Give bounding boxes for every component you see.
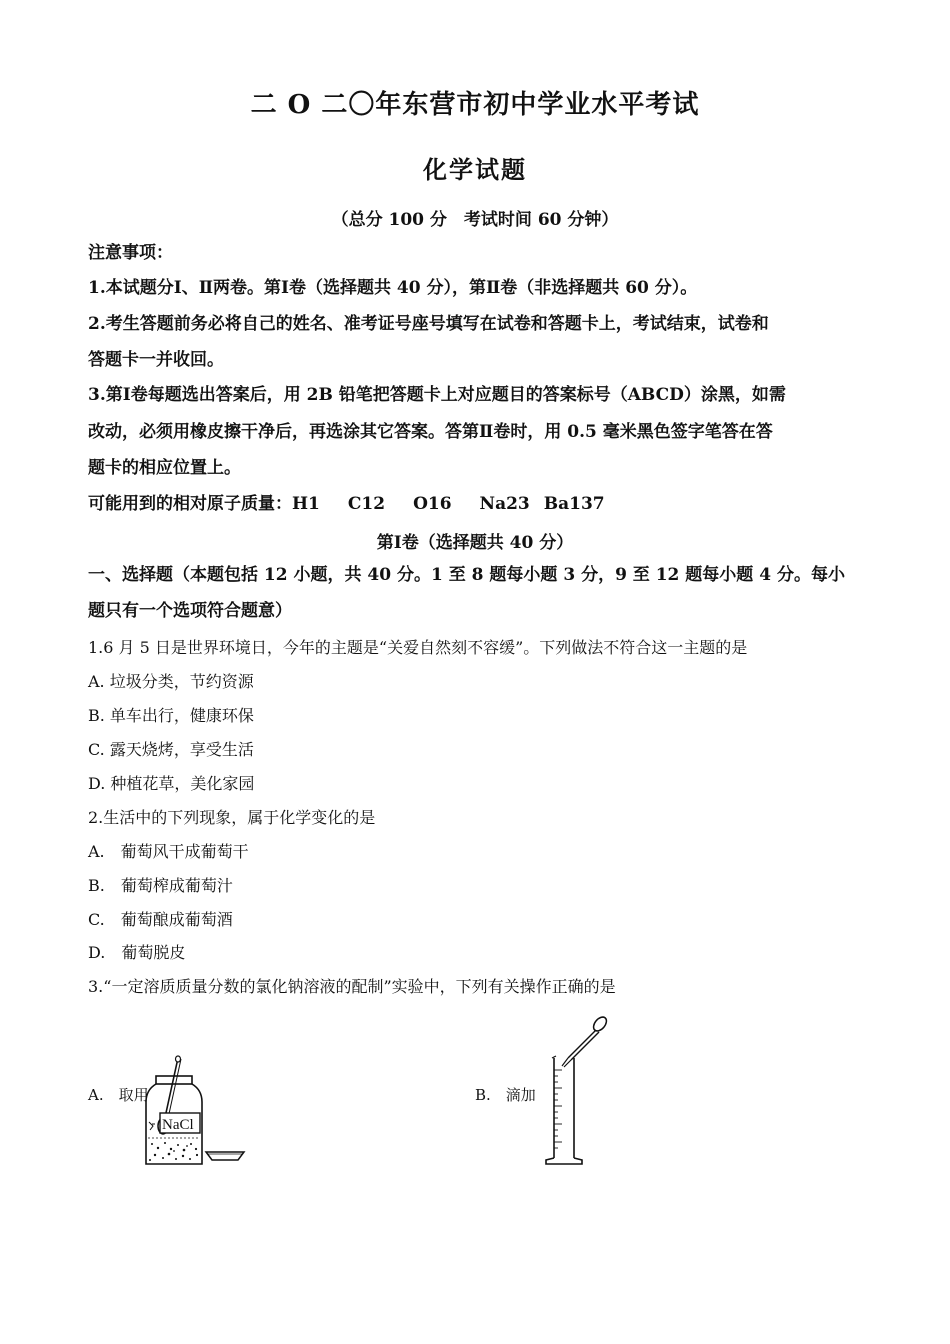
question-1-stem: 1.6 月 5 日是世界环境日，今年的主题是“关爱自然刻不容缓”。下列做法不符合这一主题的是 xyxy=(88,638,748,657)
note-item-2-line-1: 2.考生答题前务必将自己的姓名、准考证号座号填写在试卷和答题卡上，考试结束，试卷和 xyxy=(88,314,769,334)
atom-c: C12 xyxy=(347,494,386,514)
dropper-icon xyxy=(562,1015,609,1067)
question-1-option-d: D. 种植花草，美化家园 xyxy=(88,774,255,793)
part1-instruction-line-2: 题只有一个选项符合题意） xyxy=(88,601,292,621)
graduated-cylinder-icon xyxy=(538,1010,618,1170)
question-1-option-a: A. 垃圾分类，节约资源 xyxy=(88,672,254,691)
note-item-3-line-1: 3.第Ⅰ卷每题选出答案后，用 2B 铅笔把答题卡上对应题目的答案标号（ABCD）涂黑，如需 xyxy=(88,385,786,405)
question-2-option-c: C. 葡萄酿成葡萄酒 xyxy=(88,910,233,929)
question-3-stem: 3.“一定溶质质量分数的氯化钠溶液的配制”实验中，下列有关操作正确的是 xyxy=(88,977,616,996)
note-item-2-line-2: 答题卡一并收回。 xyxy=(88,350,224,370)
subject-title: 化学试题 xyxy=(423,155,527,184)
atomic-masses-label: 可能用到的相对原子质量： xyxy=(88,494,292,514)
note-item-1: 1.本试题分Ⅰ、Ⅱ两卷。第Ⅰ卷（选择题共 40 分），第Ⅱ卷（非选择题共 60 分）。 xyxy=(88,278,698,298)
question-2-option-d: D. 葡萄脱皮 xyxy=(88,943,186,962)
atom-ba: Ba137 xyxy=(543,494,605,514)
reagent-bottle-icon xyxy=(138,1050,250,1170)
question-2-stem: 2.生活中的下列现象，属于化学变化的是 xyxy=(88,808,376,827)
bottle-spoon-figure xyxy=(138,1050,250,1170)
atom-na: Na23 xyxy=(479,494,530,514)
cylinder-dropper-figure xyxy=(538,1010,618,1170)
atomic-masses xyxy=(88,493,868,515)
exam-title: 二 O 二〇年东营市初中学业水平考试 xyxy=(250,90,700,120)
notes-heading: 注意事项： xyxy=(88,243,173,263)
atom-o: O16 xyxy=(413,494,452,514)
question-3-option-a: A. 取用 xyxy=(88,1086,149,1104)
note-item-3-line-2: 改动，必须用橡皮擦干净后，再选涂其它答案。答第Ⅱ卷时，用 0.5 毫米黑色签字笔答在答 xyxy=(88,422,773,442)
part1-instruction-line-1: 一、选择题（本题包括 12 小题，共 40 分。1 至 8 题每小题 3 分，9 至 12 题每小题 4 分。每小 xyxy=(88,565,845,585)
question-2-option-a: A. 葡萄风干成葡萄干 xyxy=(88,842,249,861)
question-1-option-b: B. 单车出行，健康环保 xyxy=(88,706,254,725)
bottle-label-text: NaCl xyxy=(162,1117,194,1133)
part1-heading: 第Ⅰ卷（选择题共 40 分） xyxy=(376,533,574,553)
question-2-option-b: B. 葡萄榨成葡萄汁 xyxy=(88,876,233,895)
note-item-3-line-3: 题卡的相应位置上。 xyxy=(88,458,241,478)
exam-meta: （总分 100 分 考试时间 60 分钟） xyxy=(331,210,619,230)
atom-h: H1 xyxy=(292,494,320,514)
question-1-option-c: C. 露天烧烤，享受生活 xyxy=(88,740,254,759)
question-3-option-b: B. 滴加 xyxy=(475,1086,536,1104)
